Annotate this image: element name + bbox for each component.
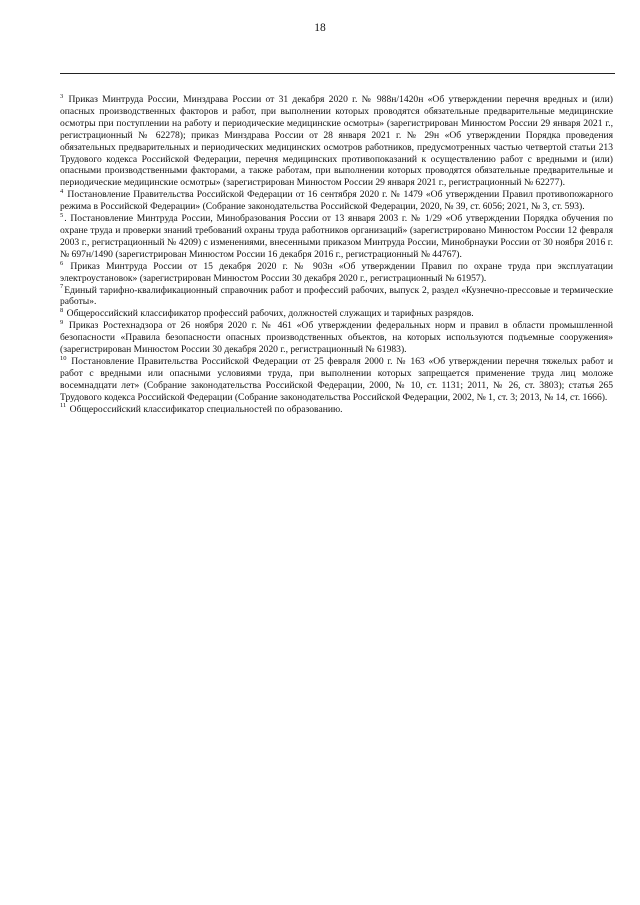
footnote-8 [60, 308, 613, 320]
footnote-text: Единый тарифно-квалификационный справочник работ и профессий рабочих, выпуск 2, раздел «Кузнечно-прессовые и термические работы». [60, 284, 613, 308]
footnote-9 [60, 320, 613, 356]
footnote-mark: 5 [60, 211, 64, 219]
footnote-text: Приказ Минтруда России от 15 декабря 2020 г. № 903н «Об утверждении Правил по охране труда при эксплуатации электроустановок» (зарегистрирован Минюстом России 30 декабря 2020 г., регистрационный № 61957). [60, 260, 613, 284]
footnote-text: . Постановление Минтруда России, Минобразования России от 13 января 2003 г. № 1/29 «Об утверждении Порядка обучения по охране труда и проверки знаний требований охраны труда работников организаций» (зарегистрировано Минюстом России 12 февраля 2003 г., регистрационный № 4209) с изменениями, внесенными приказом Минтруда России, Минобрнауки России от 30 ноября 2016 г. № 697н/1490 (зарегистрирован Минюстом России 16 декабря 2016 г., регистрационный № 44767). [60, 213, 613, 260]
footnote-text: Постановление Правительства Российской Федерации от 25 февраля 2000 г. № 163 «Об утверждении перечня тяжелых работ и работ с вредными или опасными условиями труда, при выполнении которых запрещается применение труда лиц моложе восемнадцати лет» (Собрание законодательства Российской Федерации, 2000, № 10, ст. 1131; 2011, № 26, ст. 3803); статья 265 Трудового кодекса Российской Федерации (Собрание законодательства Российской Федерации, 2002, № 1, ст. 3; 2013, № 14, ст. 1666). [60, 355, 613, 403]
footnote-mark: 7 [60, 283, 64, 291]
footnote-mark: 10 [60, 354, 67, 362]
footnotes-section [60, 94, 613, 415]
footnote-text: Приказ Ростехнадзора от 26 ноября 2020 г. № 461 «Об утверждении федеральных норм и правил в области промышленной безопасности «Правила безопасности опасных производственных объектов, на которых используются подъемные сооружения» (зарегистрирован Минюстом России 30 декабря 2020 г., регистрационный № 61983). [60, 320, 613, 356]
footnote-text: Постановление Правительства Российской Федерации от 16 сентября 2020 г. № 1479 «Об утверждении Правил противопожарного режима в Российской Федерации» (Собрание законодательства Российской Федерации, 2020, № 39, ст. 6056; 2021, № 3, ст. 593). [60, 189, 613, 213]
footnote-mark: 11 [60, 402, 67, 410]
footnote-mark: 8 [60, 307, 64, 315]
footnote-5 [60, 213, 613, 261]
footnote-7 [60, 285, 613, 309]
footnote-3 [60, 94, 613, 189]
page-number: 18 [314, 22, 326, 34]
footnote-11 [60, 404, 613, 416]
footnote-4 [60, 189, 613, 213]
footnote-text: Общероссийский классификатор профессий рабочих, должностей служащих и тарифных разрядов. [66, 308, 474, 320]
footnote-text: Общероссийский классификатор специальностей по образованию. [69, 403, 343, 415]
footnote-mark: 4 [60, 188, 64, 196]
footnote-text: Приказ Минтруда России, Минздрава России от 31 декабря 2020 г. № 988н/1420н «Об утверждении перечня вредных и (или) опасных производственных факторов и работ, при выполнении которых проводятся обязательные предварительные медицинские осмотры при поступлении на работу и периодические медицинские осмотры» (зарегистрирован Минюстом России 29 января 2021 г., регистрационный № 62278); приказ Минздрава России от 28 января 2021 г. № 29н «Об утверждении Порядка проведения обязательных предварительных и периодических медицинских осмотров работников, предусмотренных частью четвертой статьи 213 Трудового кодекса Российской Федерации, перечня медицинских противопоказаний к осуществлению работ с вредными и (или) опасными производственными факторами, а также работам, при выполнении которых проводятся обязательные предварительные и периодические медицинские осмотры» (зарегистрирован Минюстом России 29 января 2021 г., регистрационный № 62277). [60, 94, 613, 189]
footnote-mark: 9 [60, 319, 64, 327]
footnote-10 [60, 356, 613, 404]
footnote-separator-line [60, 73, 615, 74]
footnote-6 [60, 261, 613, 285]
footnote-mark: 3 [60, 92, 64, 100]
footnote-mark: 6 [60, 259, 64, 267]
